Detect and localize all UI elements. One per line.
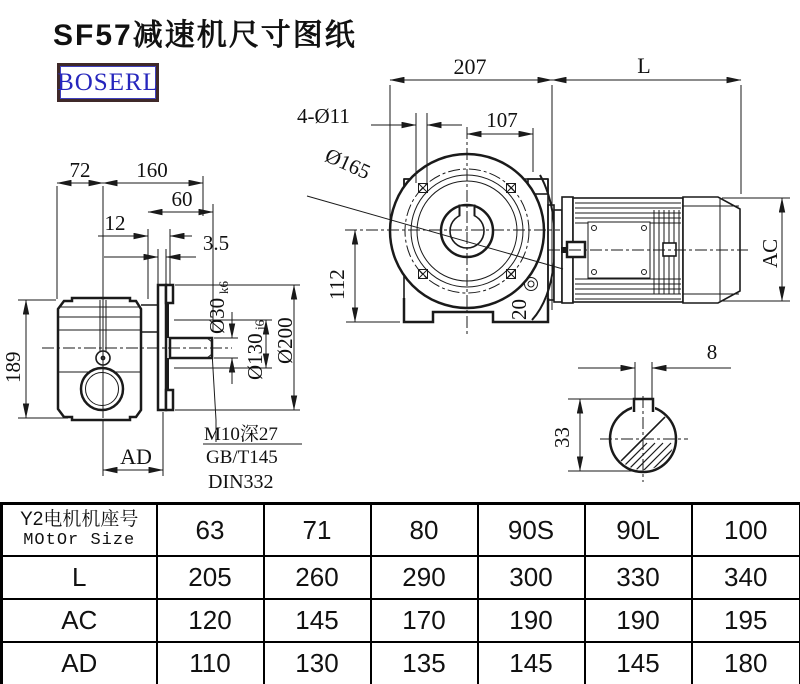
table-row-l [2,556,800,599]
dim-dia200-label: Ø200 [273,317,297,364]
value-cell: 180 [692,642,800,684]
value-cell: 170 [371,599,478,642]
column-header-63: 63 [157,504,264,557]
dim-dia130-label: Ø130 [243,333,267,380]
dim-ad-label: AD [120,444,152,469]
dim-4xdia11-label: 4-Ø11 [297,104,350,128]
dim-l-label: L [637,53,651,78]
shaft-section-view [550,340,731,502]
brand-logo-text: BOSERL [57,68,159,96]
dim-dia30-tolerance: k6 [216,281,231,294]
dim-189-label: 189 [1,351,25,383]
dim-dia130-tolerance: j6 [252,319,267,330]
motor-size-header [2,504,157,557]
value-cell: 145 [478,642,585,684]
dim-33-label: 33 [550,427,574,448]
table-header-row [2,504,800,557]
front-view [297,53,790,336]
dim-3-5-label: 3.5 [202,231,230,255]
value-cell: 135 [371,642,478,684]
table-row-ad [2,642,800,684]
column-header-90l: 90L [585,504,692,557]
value-cell: 120 [157,599,264,642]
motor-size-header-cn: Y2电机机座号 [20,509,139,531]
dim-60-label: 60 [171,187,193,211]
value-cell: 290 [371,556,478,599]
side-view [1,158,302,493]
column-header-80: 80 [371,504,478,557]
value-cell: 205 [157,556,264,599]
motor-size-header-en: MOtOr Size [23,531,136,551]
dim-207-label: 207 [453,54,487,79]
dim-160-label: 160 [136,158,168,182]
column-header-71: 71 [264,504,371,557]
value-cell: 145 [264,599,371,642]
column-header-100: 100 [692,504,800,557]
value-cell: 145 [585,642,692,684]
dim-8-label: 8 [706,340,718,364]
table-row-ac [2,599,800,642]
row-label-l: L [2,556,157,599]
dim-112-label: 112 [325,269,349,300]
dim-ac-label: AC [758,238,782,268]
value-cell: 195 [692,599,800,642]
dim-107-label: 107 [486,108,518,132]
brand-logo [57,63,159,102]
motor-size-table [0,502,800,684]
row-label-ac: AC [2,599,157,642]
value-cell: 300 [478,556,585,599]
value-cell: 110 [157,642,264,684]
gb-standard-note: GB/T145 [206,447,278,468]
dim-12-label: 12 [104,211,126,235]
dim-72-label: 72 [69,158,91,182]
page-title: SF57减速机尺寸图纸 [53,19,357,52]
din-standard-note: DIN332 [208,471,274,493]
value-cell: 330 [585,556,692,599]
value-cell: 260 [264,556,371,599]
column-header-90s: 90S [478,504,585,557]
dim-dia165-label: Ø165 [321,143,375,185]
value-cell: 190 [478,599,585,642]
row-label-ad: AD [2,642,157,684]
value-cell: 130 [264,642,371,684]
value-cell: 340 [692,556,800,599]
tap-hole-note: M10深27 [204,424,278,445]
value-cell: 190 [585,599,692,642]
dim-dia30-label: Ø30 [205,297,229,334]
dim-20-label: 20 [507,299,531,320]
